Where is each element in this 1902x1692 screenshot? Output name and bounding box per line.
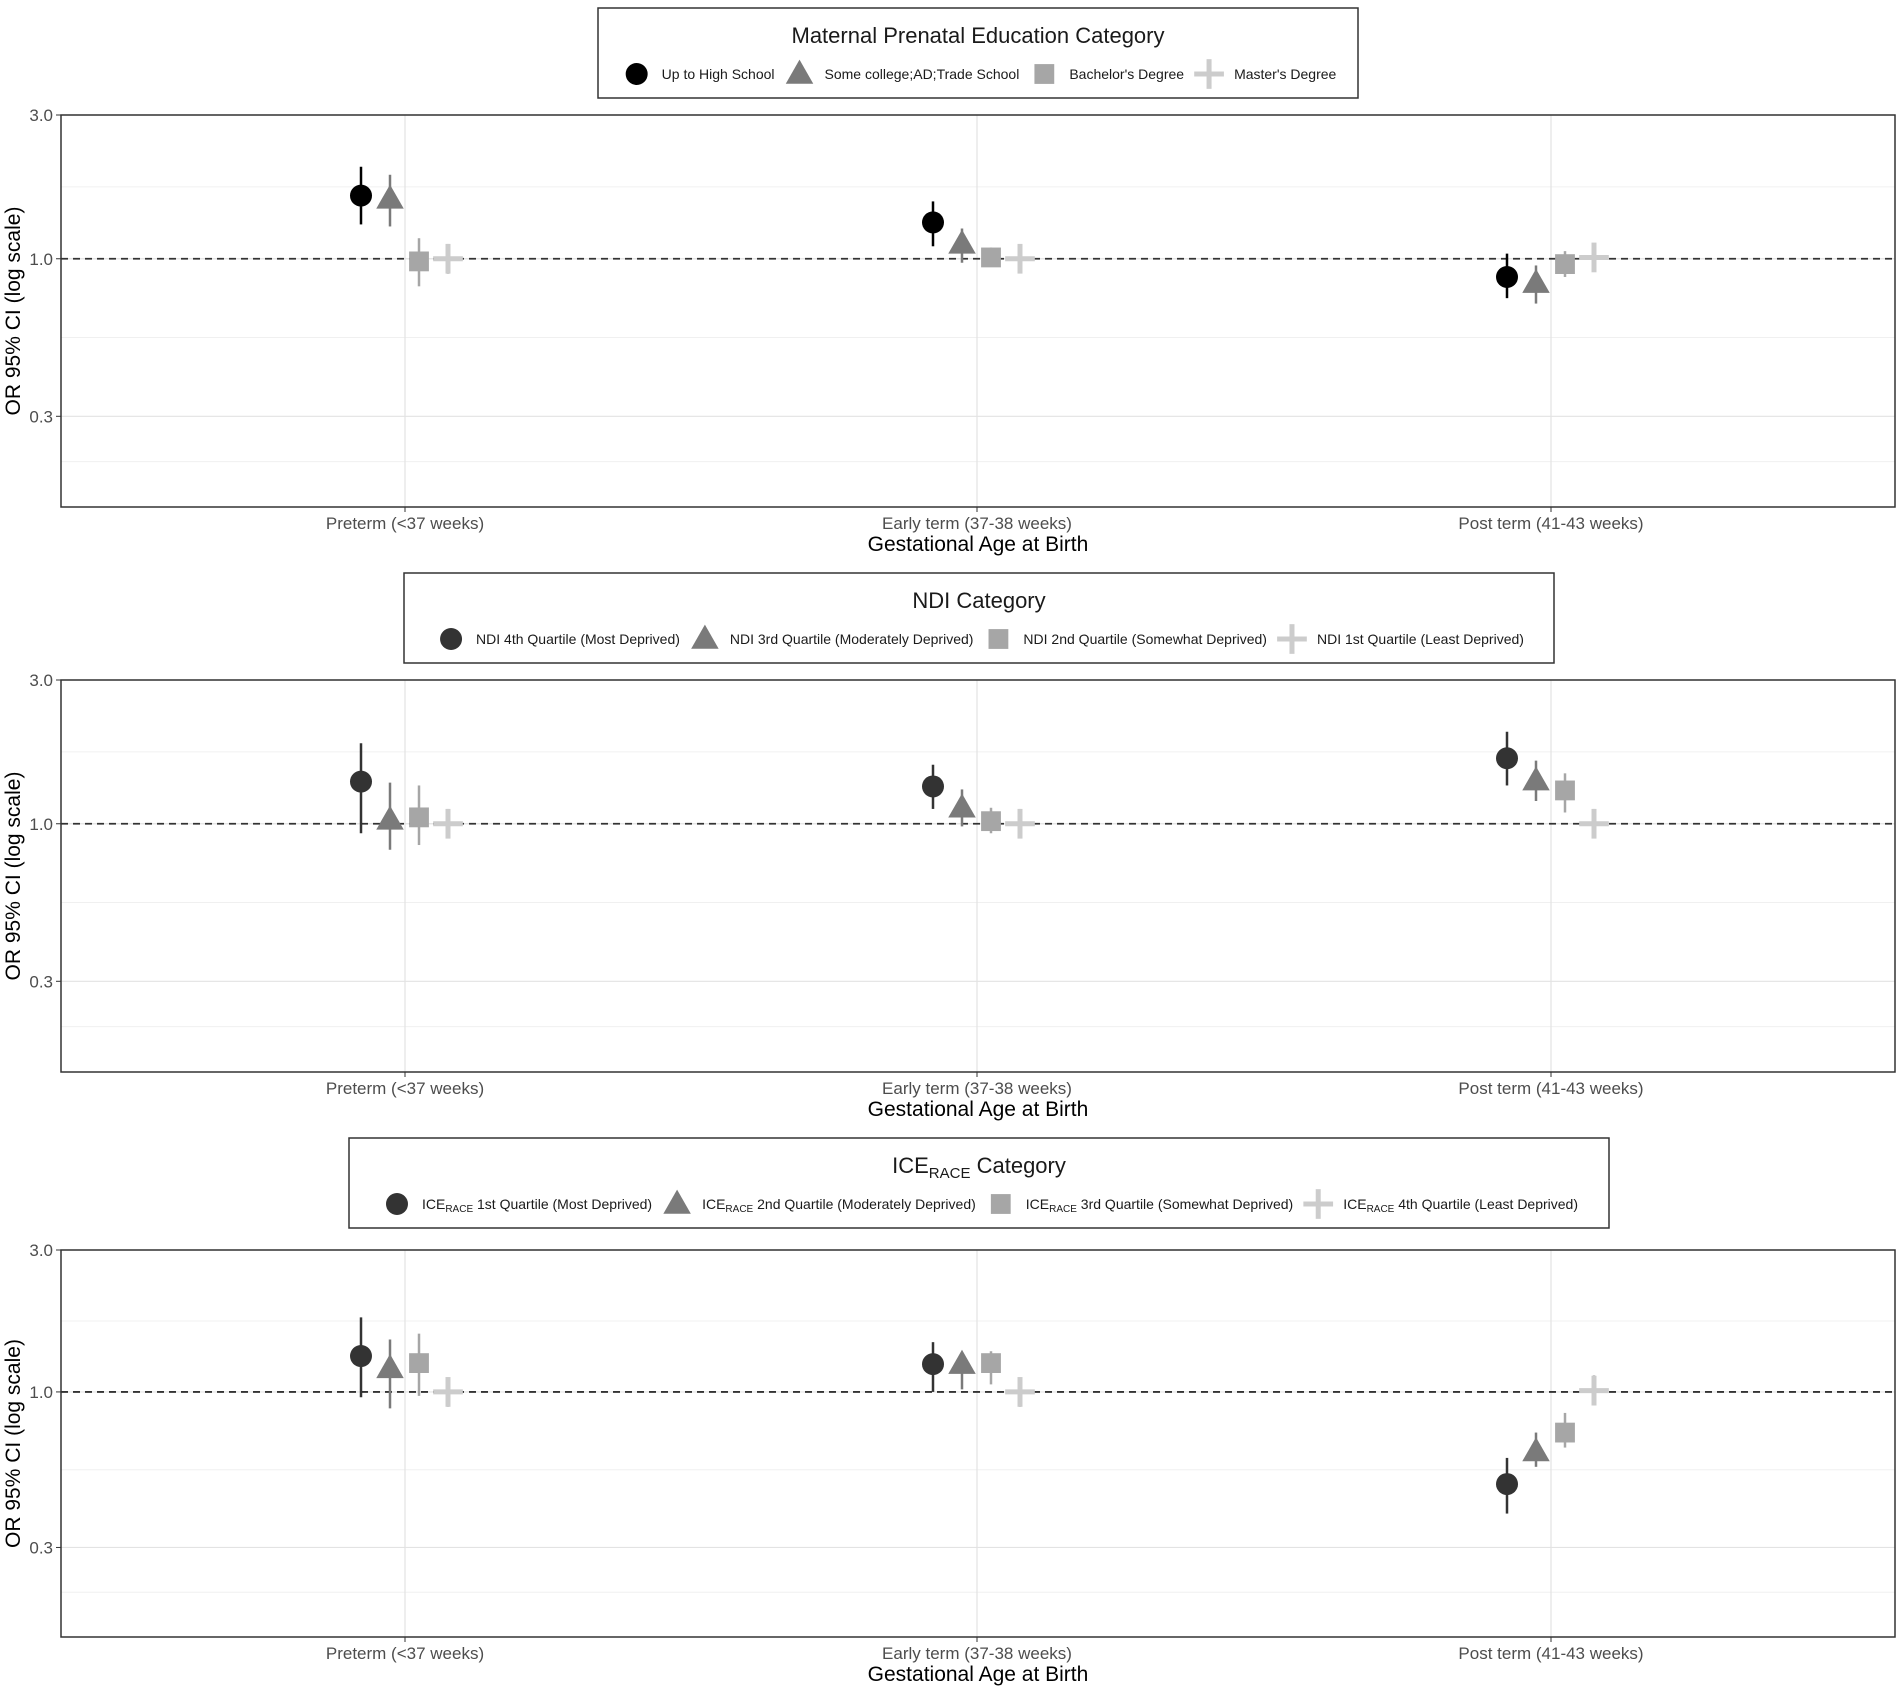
point-plus: [1579, 809, 1609, 839]
legend-title: [792, 23, 1165, 48]
y-tick-label: 3.0: [29, 106, 53, 125]
legend-symbol-circle: [626, 63, 648, 85]
point-circle: [1496, 266, 1518, 288]
legend-label-text: Up to High School: [661, 66, 775, 82]
x-tick-label: Post term (41-43 weeks): [1458, 514, 1644, 533]
series-1: [350, 1317, 1518, 1513]
data-marks: [350, 732, 1609, 850]
legend-label-text: NDI 1st Quartile (Least Deprived): [1316, 631, 1524, 647]
series-2: [376, 175, 1550, 304]
series-1: [350, 732, 1518, 833]
legend-label-suffix: 3rd Quartile (Somewhat Deprived): [1076, 1196, 1294, 1212]
series-2: [376, 1340, 1550, 1467]
point-triangle: [376, 1354, 404, 1378]
legend-label-text: ICE: [421, 1196, 446, 1212]
legend-item: [440, 628, 680, 650]
point-circle: [922, 775, 944, 797]
point-square: [1555, 254, 1575, 274]
y-tick-label: 3.0: [29, 1241, 53, 1260]
legend-label-text: ICE: [1025, 1196, 1050, 1212]
series-3: [409, 238, 1575, 286]
point-circle: [350, 771, 372, 793]
point-square: [1555, 781, 1575, 801]
x-tick-label: Early term (37-38 weeks): [882, 514, 1072, 533]
grid: [61, 1250, 1895, 1637]
legend-item: [386, 1193, 652, 1215]
legend-title-main: NDI Category: [912, 588, 1046, 613]
legend-label-text: ICE: [702, 1196, 726, 1212]
legend-label: [1023, 631, 1267, 647]
plot-border: [61, 1250, 1895, 1637]
legend-label-text: NDI 2nd Quartile (Somewhat Deprived): [1023, 631, 1267, 647]
y-axis: [2, 106, 61, 426]
grid: [61, 115, 1895, 507]
legend-symbol-square: [1034, 64, 1054, 84]
legend-label-suffix: 1st Quartile (Most Deprived): [473, 1196, 653, 1212]
grid: [61, 680, 1895, 1072]
legend-label-text: Some college;AD;Trade School: [824, 66, 1020, 82]
legend-item: [991, 1194, 1293, 1215]
y-axis-title: OR 95% CI (log scale): [2, 1339, 25, 1548]
x-axis: [326, 1072, 1644, 1121]
y-tick-label: 1.0: [29, 814, 53, 834]
legend-symbol-circle: [440, 628, 462, 650]
legend-item: [989, 629, 1267, 649]
y-tick-label: 0.3: [29, 407, 53, 427]
legend-box: [349, 1138, 1609, 1228]
point-plus: [1005, 809, 1035, 839]
y-tick-label: 1.0: [29, 1382, 53, 1402]
legend-label-subscript: RACE: [1049, 1204, 1077, 1215]
point-plus: [1579, 243, 1609, 273]
point-square: [409, 1353, 429, 1373]
point-plus: [1579, 1376, 1609, 1406]
point-square: [1555, 1423, 1575, 1443]
y-axis-title: OR 95% CI (log scale): [2, 206, 25, 416]
panel-1: [2, 8, 1895, 556]
point-circle: [922, 211, 944, 233]
legend-label: [1234, 66, 1336, 82]
point-circle: [350, 185, 372, 207]
legend: [349, 1138, 1609, 1228]
panel-3: [2, 1138, 1895, 1686]
point-triangle: [948, 793, 976, 817]
point-plus: [433, 1377, 463, 1407]
y-tick-label: 0.3: [29, 1538, 53, 1558]
x-axis: [326, 507, 1644, 556]
panel-2: [2, 573, 1895, 1121]
legend-symbol-square: [991, 1194, 1011, 1214]
point-square: [409, 252, 429, 272]
legend-label-text: NDI 4th Quartile (Most Deprived): [476, 631, 680, 647]
point-triangle: [948, 230, 976, 254]
x-tick-label: Preterm (<37 weeks): [325, 1079, 485, 1098]
x-axis-title: Gestational Age at Birth: [867, 1663, 1089, 1686]
x-axis-title: Gestational Age at Birth: [867, 1098, 1089, 1121]
point-triangle: [1522, 269, 1550, 293]
point-circle: [922, 1353, 944, 1375]
x-axis: [326, 1637, 1644, 1686]
legend-symbol-square: [989, 629, 1009, 649]
legend-symbol-circle: [386, 1193, 408, 1215]
legend-label-text: Bachelor's Degree: [1069, 66, 1185, 82]
legend-label-suffix: 2nd Quartile (Moderately Deprived): [753, 1196, 976, 1212]
x-tick-label: Early term (37-38 weeks): [882, 1079, 1072, 1098]
legend-label-suffix: 4th Quartile (Least Deprived): [1394, 1196, 1579, 1212]
point-square: [981, 1353, 1001, 1373]
legend-title-main: ICE: [892, 1153, 929, 1178]
x-tick-label: Preterm (<37 weeks): [325, 514, 485, 533]
point-plus: [1005, 1377, 1035, 1407]
legend-label-subscript: RACE: [725, 1204, 754, 1215]
point-circle: [1496, 747, 1518, 769]
legend-label-text: ICE: [1343, 1196, 1367, 1212]
legend-label: [1317, 631, 1524, 647]
point-plus: [1005, 244, 1035, 274]
legend-label: [730, 631, 974, 647]
point-plus: [433, 244, 463, 274]
x-tick-label: Preterm (<37 weeks): [325, 1644, 485, 1663]
legend-box: [404, 573, 1554, 663]
legend-label-subscript: RACE: [1366, 1204, 1395, 1215]
legend: [404, 573, 1554, 663]
data-marks: [350, 1317, 1609, 1513]
y-tick-label: 0.3: [29, 972, 53, 992]
legend-label-text: Master's Degree: [1234, 66, 1337, 82]
x-tick-label: Post term (41-43 weeks): [1458, 1079, 1644, 1098]
legend-label-text: NDI 3rd Quartile (Moderately Deprived): [729, 631, 974, 647]
point-triangle: [1522, 766, 1550, 790]
legend-title-subscript: RACE: [928, 1165, 971, 1182]
legend-box: [598, 8, 1358, 98]
legend-title: [892, 1153, 1066, 1182]
point-square: [981, 811, 1001, 831]
y-axis: [2, 1241, 61, 1557]
series-4: [433, 1375, 1609, 1407]
y-axis-title: OR 95% CI (log scale): [2, 771, 25, 981]
legend-label: [825, 66, 1020, 82]
x-tick-label: Post term (41-43 weeks): [1458, 1644, 1644, 1663]
point-triangle: [376, 806, 404, 830]
legend-label: [476, 631, 680, 647]
series-3: [409, 773, 1575, 845]
point-square: [409, 807, 429, 827]
plot-border: [61, 115, 1895, 507]
point-circle: [1496, 1473, 1518, 1495]
point-triangle: [948, 1350, 976, 1374]
legend: [598, 8, 1358, 98]
x-tick-label: Early term (37-38 weeks): [882, 1644, 1072, 1663]
y-tick-label: 1.0: [29, 249, 53, 269]
series-2: [376, 761, 1550, 850]
point-plus: [433, 809, 463, 839]
legend-title-suffix: Category: [970, 1153, 1066, 1178]
y-tick-label: 3.0: [29, 671, 53, 690]
legend-title: [912, 588, 1045, 613]
point-square: [981, 248, 1001, 268]
series-3: [409, 1334, 1575, 1448]
y-axis: [2, 671, 61, 991]
legend-label: [662, 66, 775, 82]
legend-label-subscript: RACE: [445, 1204, 474, 1215]
legend-title-main: Maternal Prenatal Education Category: [791, 23, 1165, 48]
point-triangle: [376, 185, 404, 209]
x-axis-title: Gestational Age at Birth: [867, 533, 1089, 556]
point-circle: [350, 1345, 372, 1367]
plot-border: [61, 680, 1895, 1072]
point-triangle: [1522, 1437, 1550, 1461]
legend-label: [1069, 66, 1184, 82]
